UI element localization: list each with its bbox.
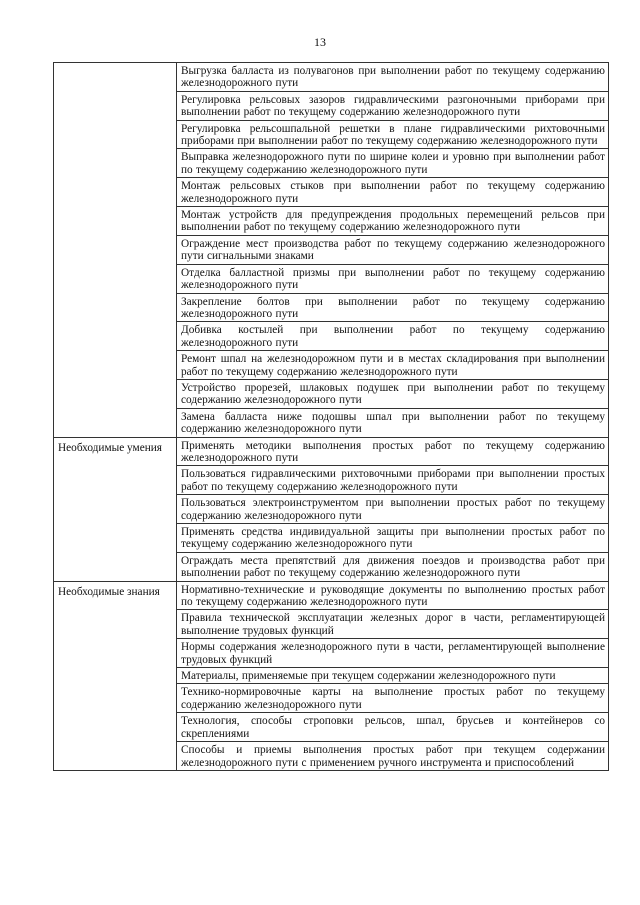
item-text: Ограждение мест производства работ по текущему содержанию железнодорожного пути сигнальными знаками <box>177 235 609 264</box>
table-row <box>54 581 609 610</box>
section-label: Необходимые знания <box>58 585 160 598</box>
item-text: Технология, способы строповки рельсов, шпал, брусьев и контейнеров со скреплениями <box>177 713 609 742</box>
item-text: Нормы содержания железнодорожного пути в части, регламентирующей выполнение трудовых функций <box>177 639 609 668</box>
item-text: Технико-нормировочные карты на выполнение простых работ по текущему содержанию железнодорожного пути <box>177 684 609 713</box>
item-text: Применять средства индивидуальной защиты при выполнении простых работ по текущему содержанию железнодорожного пути <box>177 524 609 553</box>
item-text: Регулировка рельсошпальной решетки в плане гидравлическими рихтовочными приборами при выполнении работ по текущему содержанию железнодорожного пути <box>177 120 609 149</box>
item-text: Применять методики выполнения простых работ по текущему содержанию железнодорожного пути <box>177 437 609 466</box>
table-row <box>54 63 609 92</box>
item-text: Пользоваться гидравлическими рихтовочными приборами при выполнении простых работ по текущему содержанию железнодорожного пути <box>177 466 609 495</box>
competency-table <box>53 62 609 771</box>
item-text: Ремонт шпал на железнодорожном пути и в местах складирования при выполнении работ по текущему содержанию железнодорожного пути <box>177 351 609 380</box>
page-number: 13 <box>314 35 326 49</box>
item-text: Добивка костылей при выполнении работ по текущему содержанию железнодорожного пути <box>177 322 609 351</box>
item-text: Правила технической эксплуатации железных дорог в части, регламентирующей выполнение трудовых функций <box>177 610 609 639</box>
section-label-cell <box>54 63 177 438</box>
section-label-cell <box>54 581 177 770</box>
item-text: Выправка железнодорожного пути по ширине колеи и уровню при выполнении работ по текущему содержанию железнодорожного пути <box>177 149 609 178</box>
item-text: Выгрузка балласта из полувагонов при выполнении работ по текущему содержанию железнодорожного пути <box>177 63 609 92</box>
section-label: Необходимые умения <box>58 441 162 454</box>
section-label <box>58 65 173 67</box>
item-text: Замена балласта ниже подошвы шпал при выполнении работ по текущему содержанию железнодорожного пути <box>177 408 609 437</box>
item-text: Способы и приемы выполнения простых работ при текущем содержании железнодорожного пути с применением ручного инструмента и приспособлений <box>177 742 609 771</box>
item-text: Нормативно-технические и руководящие документы по выполнению простых работ по текущему содержанию железнодорожного пути <box>177 581 609 610</box>
item-text: Закрепление болтов при выполнении работ по текущему содержанию железнодорожного пути <box>177 293 609 322</box>
item-text: Регулировка рельсовых зазоров гидравлическими разгоночными приборами при выполнении работ по текущему содержанию железнодорожного пути <box>177 91 609 120</box>
item-text: Пользоваться электроинструментом при выполнении простых работ по текущему содержанию железнодорожного пути <box>177 495 609 524</box>
item-text: Материалы, применяемые при текущем содержании железнодорожного пути <box>177 668 609 684</box>
table-row <box>54 437 609 466</box>
item-text: Монтаж рельсовых стыков при выполнении работ по текущему содержанию железнодорожного пути <box>177 178 609 207</box>
section-label-cell <box>54 437 177 581</box>
item-text: Ограждать места препятствий для движения поездов и производства работ при выполнении работ по текущему содержанию железнодорожного пути <box>177 552 609 581</box>
competency-table-body <box>54 63 609 771</box>
item-text: Монтаж устройств для предупреждения продольных перемещений рельсов при выполнении работ по текущему содержанию железнодорожного пути <box>177 207 609 236</box>
item-text: Отделка балластной призмы при выполнении работ по текущему содержанию железнодорожного пути <box>177 264 609 293</box>
item-text: Устройство прорезей, шлаковых подушек при выполнении работ по текущему содержанию железнодорожного пути <box>177 379 609 408</box>
